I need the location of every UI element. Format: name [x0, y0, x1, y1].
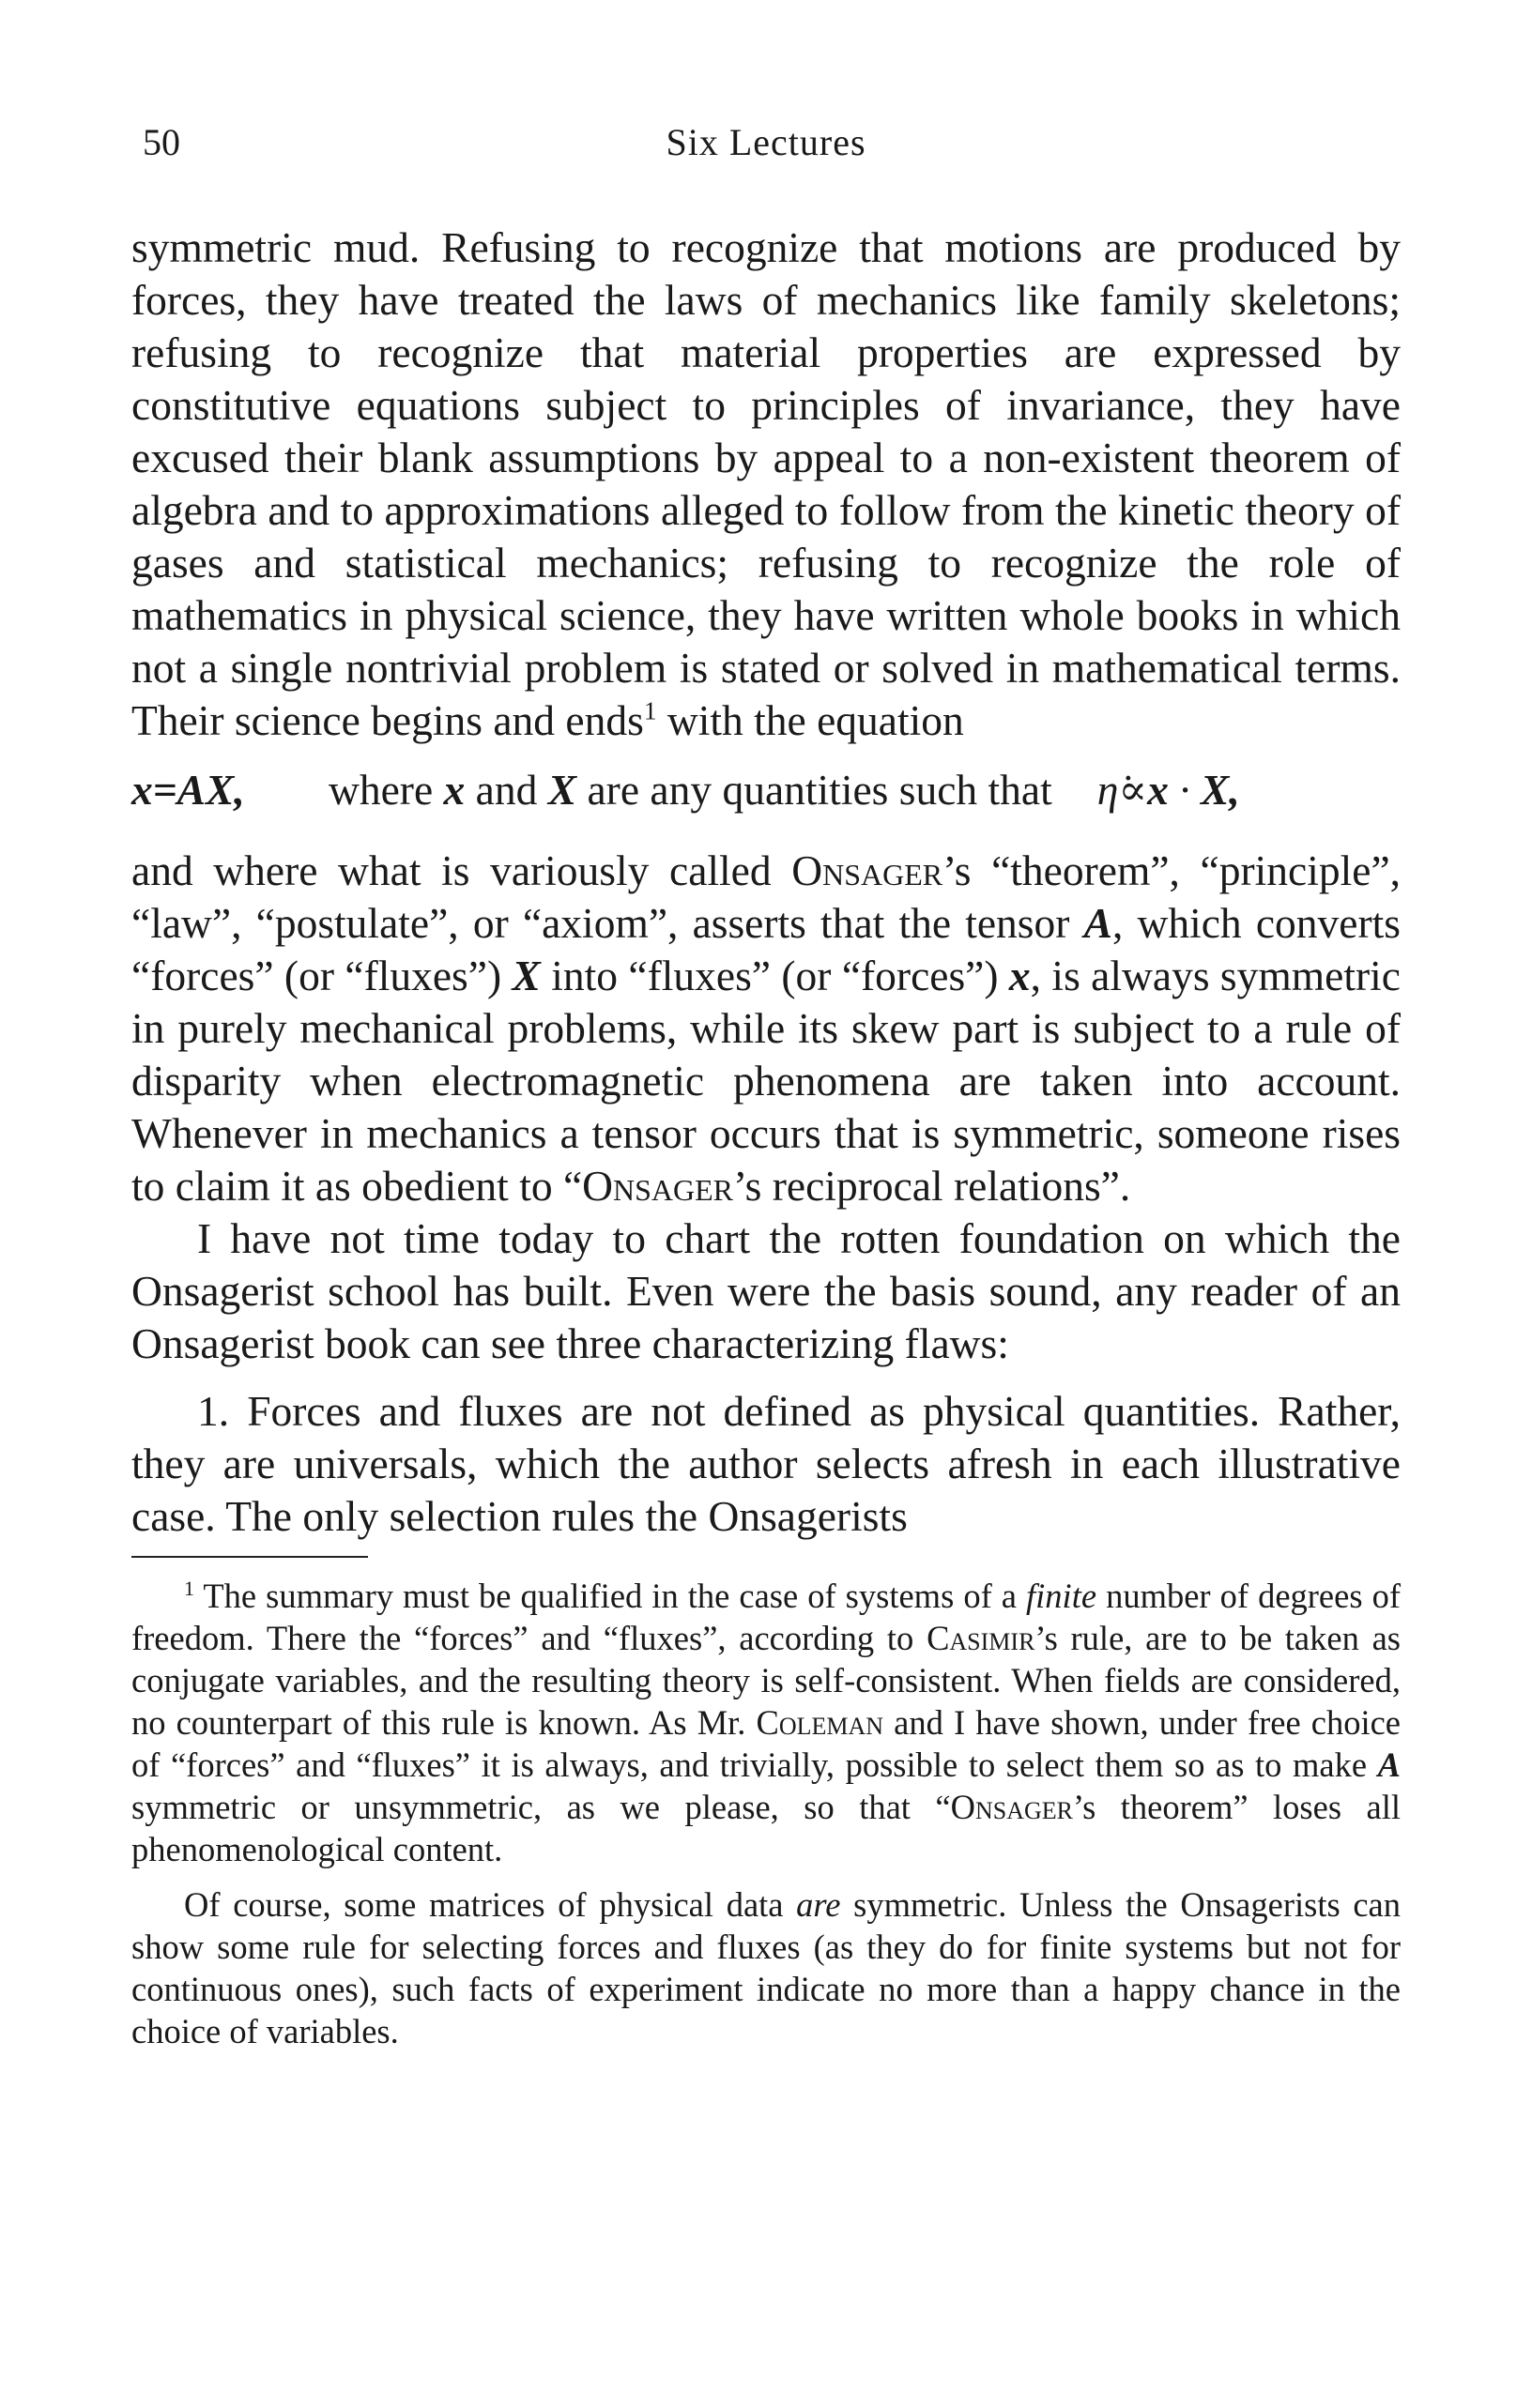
equation-relation	[1097, 764, 1240, 816]
paragraph-2-c: , which converts “forces” (or “fluxes”)	[131, 899, 1401, 999]
onsager-name: Onsager	[582, 1162, 734, 1210]
book-page	[131, 113, 1401, 2052]
relation-dot: ·	[1168, 766, 1201, 814]
footnote-cont-a: Of course, some matrices of physical data	[184, 1885, 797, 1924]
equation-rest: are any quantities such that	[576, 766, 1052, 814]
equation-text	[329, 764, 1052, 816]
footnote-divider	[131, 1556, 368, 1558]
paragraph-1	[131, 221, 1401, 747]
relation-X: X,	[1201, 766, 1240, 814]
equation-X: X	[547, 766, 577, 814]
footnote-d: and I have shown, under free choice of “forces” and “fluxes” it is always, and trivially, possible to select them so as to make	[131, 1703, 1401, 1784]
paragraph-1-end: with the equation	[656, 696, 964, 744]
display-equation	[131, 764, 1401, 816]
vector-x: x	[1008, 952, 1031, 999]
paragraph-4: 1. Forces and fluxes are not defined as physical quantities. Rather, they are universals, which the author selects afresh in each illustrative case. The only selection rules the Onsagerists	[131, 1387, 1401, 1540]
footnote-1-continued	[131, 1883, 1401, 2052]
footnote-c: ’s rule, are to be taken as conjugate variables, and the resulting theory is self-consistent. When fields are considered, no counterpart of this rule is known. As Mr.	[131, 1619, 1401, 1742]
equation-where: where	[329, 766, 444, 814]
relation-eta: η̇∝	[1096, 766, 1148, 814]
equation-and: and	[465, 766, 548, 814]
footnote-f: ’s theorem” loses all phenomenological content.	[131, 1788, 1401, 1868]
footnote-b: number of degrees of freedom. There the “forces” and “fluxes”, according to	[131, 1577, 1401, 1657]
onsager-name: Onsager	[950, 1788, 1073, 1826]
vector-X: X	[512, 952, 541, 999]
paragraph-2	[131, 845, 1401, 1212]
footnote-number: 1	[184, 1576, 194, 1600]
tensor-A: A	[1083, 899, 1112, 947]
paragraph-2-e: , is always symmetric in purely mechanical problems, while its skew part is subject to a rule of disparity when electromagnetic phenomena are taken into account. Whenever in mechanics a tensor occurs that is symmetric, someone rises to claim it as obedient to “	[131, 952, 1401, 1210]
footnote-marker: 1	[643, 696, 657, 725]
page-header	[131, 113, 1401, 169]
footnote-a: The summary must be qualified in the case of systems of a	[193, 1577, 1027, 1615]
footnote-tensor-A: A	[1377, 1745, 1401, 1784]
footnote-finite: finite	[1026, 1577, 1097, 1615]
footnotes	[131, 1575, 1401, 2052]
onsager-name: Onsager	[791, 846, 943, 894]
paragraph-2-f: ’s reciprocal relations”.	[733, 1162, 1131, 1210]
equation-lhs: x=AX,	[131, 766, 245, 814]
paragraph-2-b: ’s “theorem”, “principle”, “law”, “postulate”, or “axiom”, asserts that the tensor	[131, 846, 1402, 947]
paragraph-3: I have not time today to chart the rotten foundation on which the Onsagerist school has built. Even were the basis sound, any reader of an Onsagerist book can see three characterizing flaws:	[131, 1214, 1401, 1367]
footnote-cont-b: symmetric. Unless the Onsagerists can show some rule for selecting forces and fluxes (as they do for finite systems but not for continuous ones), such facts of experiment indicate no more than a happy chance in the choice of variables.	[131, 1885, 1401, 2050]
casimir-name: Casimir	[927, 1619, 1035, 1657]
relation-x: x	[1147, 766, 1169, 814]
footnote-1	[131, 1575, 1401, 1870]
equation-x: x	[443, 766, 466, 814]
paragraph-2-d: into “fluxes” (or “forces”)	[540, 952, 1009, 999]
paragraph-1-text: symmetric mud. Refusing to recognize that motions are produced by forces, they have treated the laws of mechanics like family skeletons; refusing to recognize that material properties are expressed by constitutive equations subject to principles of invariance, they have excused their blank assumptions by appeal to a non-existent theorem of algebra and to approximations alleged to follow from the kinetic theory of gases and statistical mechanics; refusing to recognize the role of mathematics in physical science, they have written whole books in which not a single nontrivial problem is stated or solved in mathematical terms. Their science begins and ends	[131, 223, 1401, 744]
coleman-name: Coleman	[756, 1703, 884, 1742]
running-title: Six Lectures	[666, 121, 866, 163]
page-number: 50	[143, 121, 180, 163]
footnote-are: are	[796, 1885, 841, 1924]
footnote-e: symmetric or unsymmetric, as we please, so that “	[131, 1788, 951, 1826]
main-text	[131, 221, 1401, 1543]
paragraph-2-a: and where what is variously called	[131, 846, 792, 894]
